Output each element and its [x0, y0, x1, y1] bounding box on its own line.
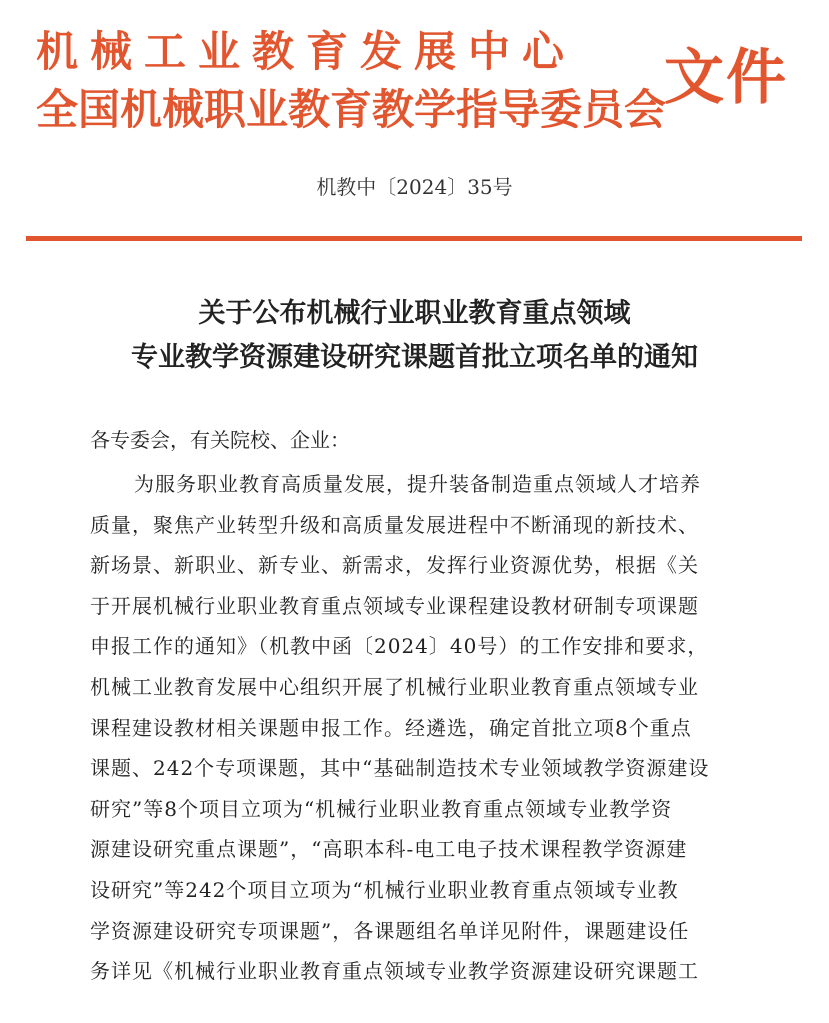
- document-title-line-1: 关于公布机械行业职业教育重点领域: [198, 298, 631, 329]
- body-line: 课程建设教材相关课题申报工作。经遴选，确定首批立项8个重点: [90, 715, 692, 740]
- document-title-line-2: 专业教学资源建设研究课题首批立项名单的通知: [131, 342, 698, 373]
- header-divider: [26, 236, 802, 241]
- body-line: 于开展机械行业职业教育重点领域专业课程建设教材研制专项课题: [90, 593, 699, 618]
- body-line: 设研究”等242个项目立项为“机械行业职业教育重点领域专业教: [90, 877, 679, 902]
- body-line: 务详见《机械行业职业教育重点领域专业教学资源建设研究课题工: [90, 959, 699, 984]
- body-line: 申报工作的通知》（机教中函〔2024〕40号）的工作安排和要求，: [90, 634, 709, 659]
- document-number: 机教中〔2024〕35号: [316, 175, 513, 199]
- body-paragraph: [90, 464, 770, 992]
- body-line: 源建设研究重点课题”，“高职本科-电工电子技术课程教学资源建: [90, 837, 688, 862]
- body-line: 课题、242个专项课题，其中“基础制造技术专业领域教学资源建设: [90, 756, 710, 781]
- issuing-org-1: 机械工业教育发展中心: [36, 27, 577, 76]
- document-type-label: 文件: [664, 43, 788, 113]
- body-line: 质量，聚焦产业转型升级和高质量发展进程中不断涌现的新技术、: [90, 512, 699, 537]
- body-line: 学资源建设研究专项课题”，各课题组名单详见附件，课题建设任: [90, 918, 690, 943]
- salutation: 各专委会，有关院校、企业：: [90, 428, 350, 452]
- body-line: 新场景、新职业、新专业、新需求，发挥行业资源优势，根据《关: [90, 553, 699, 578]
- body-line: 为服务职业教育高质量发展，提升装备制造重点领域人才培养: [134, 472, 701, 496]
- body-line: 机械工业教育发展中心组织开展了机械行业职业教育重点领域专业: [90, 674, 699, 699]
- body-line: 研究”等8个项目立项为“机械行业职业教育重点领域专业教学资: [90, 796, 673, 821]
- issuing-org-2: 全国机械职业教育教学指导委员会: [36, 85, 667, 134]
